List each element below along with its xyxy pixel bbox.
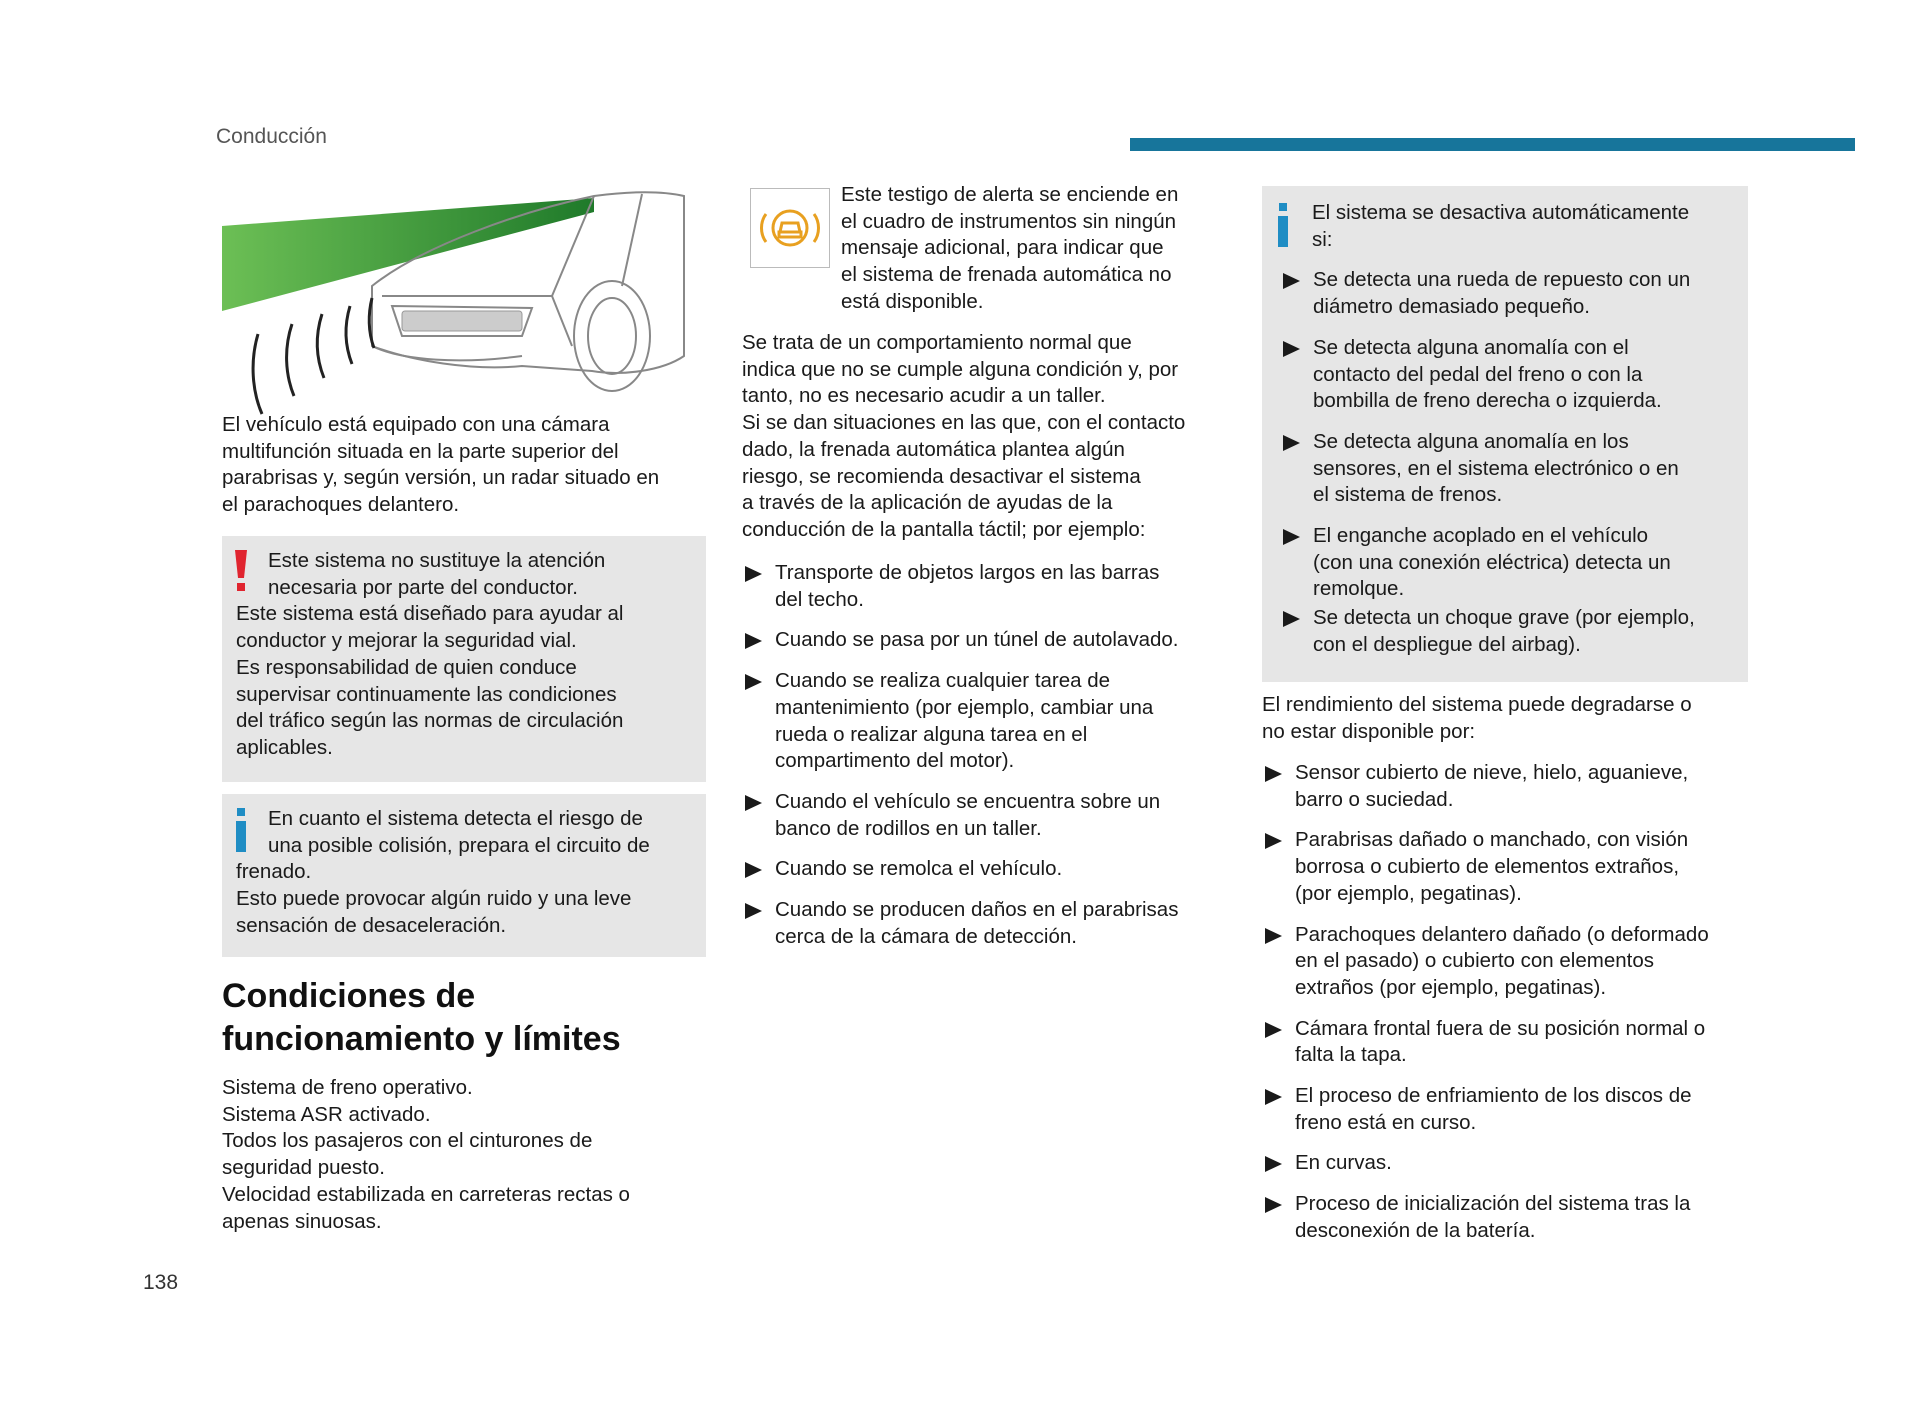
list-item-line: borrosa o cubierto de elementos extraños,: [1295, 855, 1680, 879]
list-item-line: Se detecta una rueda de repuesto con un: [1313, 268, 1691, 292]
warning-line: necesaria por parte del conductor.: [268, 575, 578, 599]
warning-line: conductor y mejorar la seguridad vial.: [236, 629, 577, 653]
list-item: [1262, 1016, 1748, 1069]
paragraph-line: riesgo, se recomienda desactivar el sistema: [742, 464, 1141, 488]
condition-line: seguridad puesto.: [222, 1156, 385, 1180]
bullet-arrow-icon: [1265, 1022, 1282, 1038]
intro-line: parabrisas y, según versión, un radar situado en: [222, 466, 660, 490]
conditions-list: [222, 1075, 702, 1235]
list-item-line: El enganche acoplado en el vehículo: [1313, 524, 1649, 548]
performance-intro-line: no estar disponible por:: [1262, 719, 1476, 743]
performance-list: [1262, 760, 1748, 1259]
intro-line: multifunción situada en la parte superior del: [222, 439, 619, 463]
info-line: sensación de desaceleración.: [236, 913, 507, 937]
paragraph-line: indica que no se cumple alguna condición y, por: [742, 357, 1179, 381]
condition-line: Velocidad estabilizada en carreteras rectas o: [222, 1182, 630, 1206]
list-item-line: (con una conexión eléctrica) detecta un: [1313, 550, 1671, 574]
list-item-line: rueda o realizar alguna tarea en el: [775, 722, 1088, 746]
bullet-arrow-icon: [1283, 273, 1300, 289]
list-item: [1280, 523, 1730, 603]
heading-line: funcionamiento y límites: [222, 1020, 621, 1058]
list-item-line: Proceso de inicialización del sistema tras la: [1295, 1192, 1691, 1216]
list-item-line: freno está en curso.: [1295, 1110, 1477, 1134]
bullet-arrow-icon: [1283, 611, 1300, 627]
warning-line: Es responsabilidad de quien conduce: [236, 655, 577, 679]
list-item: [742, 627, 1228, 654]
list-item: [742, 897, 1228, 950]
list-item: [1280, 335, 1730, 415]
list-item-line: El proceso de enfriamiento de los discos de: [1295, 1084, 1692, 1108]
list-item: [1262, 1083, 1748, 1136]
car-camera-radar-illustration: [222, 186, 688, 416]
list-item-line: bombilla de freno derecha o izquierda.: [1313, 389, 1662, 413]
condition-line: Todos los pasajeros con el cinturones de: [222, 1129, 593, 1153]
section-title: Conducción: [216, 125, 327, 148]
list-item-line: extraños (por ejemplo, pegatinas).: [1295, 975, 1607, 999]
list-item: [1280, 429, 1730, 509]
list-item-line: sensores, en el sistema electrónico o en: [1313, 456, 1679, 480]
deactivation-examples-list: [742, 560, 1228, 964]
warning-light-line: mensaje adicional, para indicar que: [841, 236, 1164, 260]
list-item: [742, 789, 1228, 842]
paragraph-line: Se trata de un comportamiento normal que: [742, 331, 1132, 354]
page-number: 138: [143, 1271, 179, 1294]
bullet-arrow-icon: [1283, 341, 1300, 357]
bullet-arrow-icon: [745, 674, 762, 690]
bullet-arrow-icon: [1265, 766, 1282, 782]
paragraph-line: conducción de la pantalla táctil; por ejemplo:: [742, 517, 1146, 541]
list-item: [742, 560, 1228, 613]
box-intro-line: si:: [1312, 227, 1333, 251]
list-item-line: con el despliegue del airbag).: [1313, 632, 1581, 656]
list-item: [1262, 1150, 1748, 1177]
auto-deactivation-list: [1280, 267, 1730, 658]
bullet-arrow-icon: [745, 633, 762, 649]
list-item: [1262, 827, 1748, 907]
list-item-line: Parachoques delantero dañado (o deformado: [1295, 922, 1709, 946]
list-item-line: Parabrisas dañado o manchado, con visión: [1295, 828, 1689, 852]
auto-deactivation-box: [1262, 186, 1748, 682]
paragraph-line: dado, la frenada automática plantea algún: [742, 437, 1125, 461]
list-item-line: Transporte de objetos largos en las barras: [775, 561, 1160, 584]
list-item-line: Se detecta alguna anomalía en los: [1313, 429, 1629, 453]
bullet-arrow-icon: [1265, 1089, 1282, 1105]
bullet-arrow-icon: [745, 862, 762, 878]
list-item-line: Se detecta alguna anomalía con el: [1313, 335, 1629, 359]
list-item: [1280, 605, 1730, 658]
info-line: frenado.: [236, 860, 312, 884]
list-item-line: barro o suciedad.: [1295, 787, 1454, 811]
list-item-line: Cuando se remolca el vehículo.: [775, 857, 1063, 881]
list-item-line: Se detecta un choque grave (por ejemplo,: [1313, 606, 1695, 630]
list-item: [1262, 922, 1748, 1002]
list-item: [1280, 267, 1730, 320]
list-item-line: banco de rodillos en un taller.: [775, 816, 1042, 840]
info-line: una posible colisión, prepara el circuito de: [268, 833, 650, 857]
exclamation-icon: [234, 550, 248, 594]
warning-light-line: está disponible.: [841, 289, 984, 313]
intro-line: El vehículo está equipado con una cámara: [222, 413, 610, 436]
list-item-line: desconexión de la batería.: [1295, 1218, 1536, 1242]
list-item: [1262, 1191, 1748, 1244]
warning-line: Este sistema no sustituye la atención: [268, 549, 606, 572]
condition-line: Sistema de freno operativo.: [222, 1076, 473, 1099]
list-item-line: (por ejemplo, pegatinas).: [1295, 881, 1522, 905]
info-line: En cuanto el sistema detecta el riesgo de: [268, 807, 643, 830]
bullet-arrow-icon: [745, 566, 762, 582]
list-item-line: mantenimiento (por ejemplo, cambiar una: [775, 695, 1154, 719]
warning-line: Este sistema está diseñado para ayudar al: [236, 602, 624, 626]
info-icon: [1276, 203, 1290, 247]
info-icon: [234, 808, 248, 852]
list-item-line: Cámara frontal fuera de su posición normal o: [1295, 1016, 1706, 1040]
list-item-line: el sistema de frenos.: [1313, 483, 1503, 507]
performance-intro: [1262, 692, 1748, 745]
header-accent-bar: [1130, 138, 1855, 151]
paragraph-line: a través de la aplicación de ayudas de la: [742, 491, 1113, 515]
warning-light-line: Este testigo de alerta se enciende en: [841, 183, 1179, 206]
heading-line: Condiciones de: [222, 977, 476, 1015]
list-item-line: cerca de la cámara de detección.: [775, 924, 1077, 948]
camera-beam: [222, 198, 594, 311]
deactivation-paragraph: [742, 330, 1228, 544]
condition-line: Sistema ASR activado.: [222, 1102, 431, 1126]
list-item-line: Cuando se pasa por un túnel de autolavado.: [775, 628, 1179, 652]
list-item-line: Cuando el vehículo se encuentra sobre un: [775, 789, 1161, 813]
intro-line: el parachoques delantero.: [222, 493, 460, 517]
warning-light-line: el cuadro de instrumentos sin ningún: [841, 209, 1177, 233]
list-item-line: Cuando se realiza cualquier tarea de: [775, 669, 1111, 693]
list-item-line: En curvas.: [1295, 1151, 1392, 1175]
bullet-arrow-icon: [1265, 928, 1282, 944]
bullet-arrow-icon: [1265, 833, 1282, 849]
warning-line: aplicables.: [236, 735, 333, 759]
list-item-line: Cuando se producen daños en el parabrisas: [775, 898, 1179, 922]
automatic-braking-warning-icon: [750, 188, 830, 268]
list-item-line: contacto del pedal del freno o con la: [1313, 362, 1643, 386]
warning-note: [222, 536, 706, 782]
list-item: [742, 668, 1228, 775]
condition-line: apenas sinuosas.: [222, 1209, 382, 1233]
info-line: Esto puede provocar algún ruido y una leve: [236, 887, 632, 911]
paragraph-line: tanto, no es necesario acudir a un taller.: [742, 384, 1106, 408]
warning-light-line: el sistema de frenada automática no: [841, 263, 1172, 287]
box-intro-line: El sistema se desactiva automáticamente: [1312, 201, 1690, 224]
paragraph-line: Si se dan situaciones en las que, con el contacto: [742, 411, 1186, 435]
info-note: [222, 794, 706, 957]
list-item-line: del techo.: [775, 587, 864, 611]
list-item: [1262, 760, 1748, 813]
bullet-arrow-icon: [1283, 529, 1300, 545]
list-item-line: diámetro demasiado pequeño.: [1313, 295, 1590, 319]
list-item-line: Sensor cubierto de nieve, hielo, aguanieve,: [1295, 761, 1689, 784]
list-item-line: remolque.: [1313, 577, 1405, 601]
section-heading: [222, 975, 702, 1061]
bullet-arrow-icon: [1283, 435, 1300, 451]
warning-light-text: [841, 182, 1231, 316]
bullet-arrow-icon: [745, 903, 762, 919]
list-item: [742, 856, 1228, 883]
list-item-line: en el pasado) o cubierto con elementos: [1295, 949, 1654, 973]
performance-intro-line: El rendimiento del sistema puede degradarse o: [1262, 693, 1692, 716]
list-item-line: falta la tapa.: [1295, 1043, 1407, 1067]
bullet-arrow-icon: [1265, 1197, 1282, 1213]
warning-line: del tráfico según las normas de circulación: [236, 709, 624, 733]
bullet-arrow-icon: [1265, 1156, 1282, 1172]
warning-line: supervisar continuamente las condiciones: [236, 682, 617, 706]
bullet-arrow-icon: [745, 795, 762, 811]
list-item-line: compartimento del motor).: [775, 749, 1015, 773]
